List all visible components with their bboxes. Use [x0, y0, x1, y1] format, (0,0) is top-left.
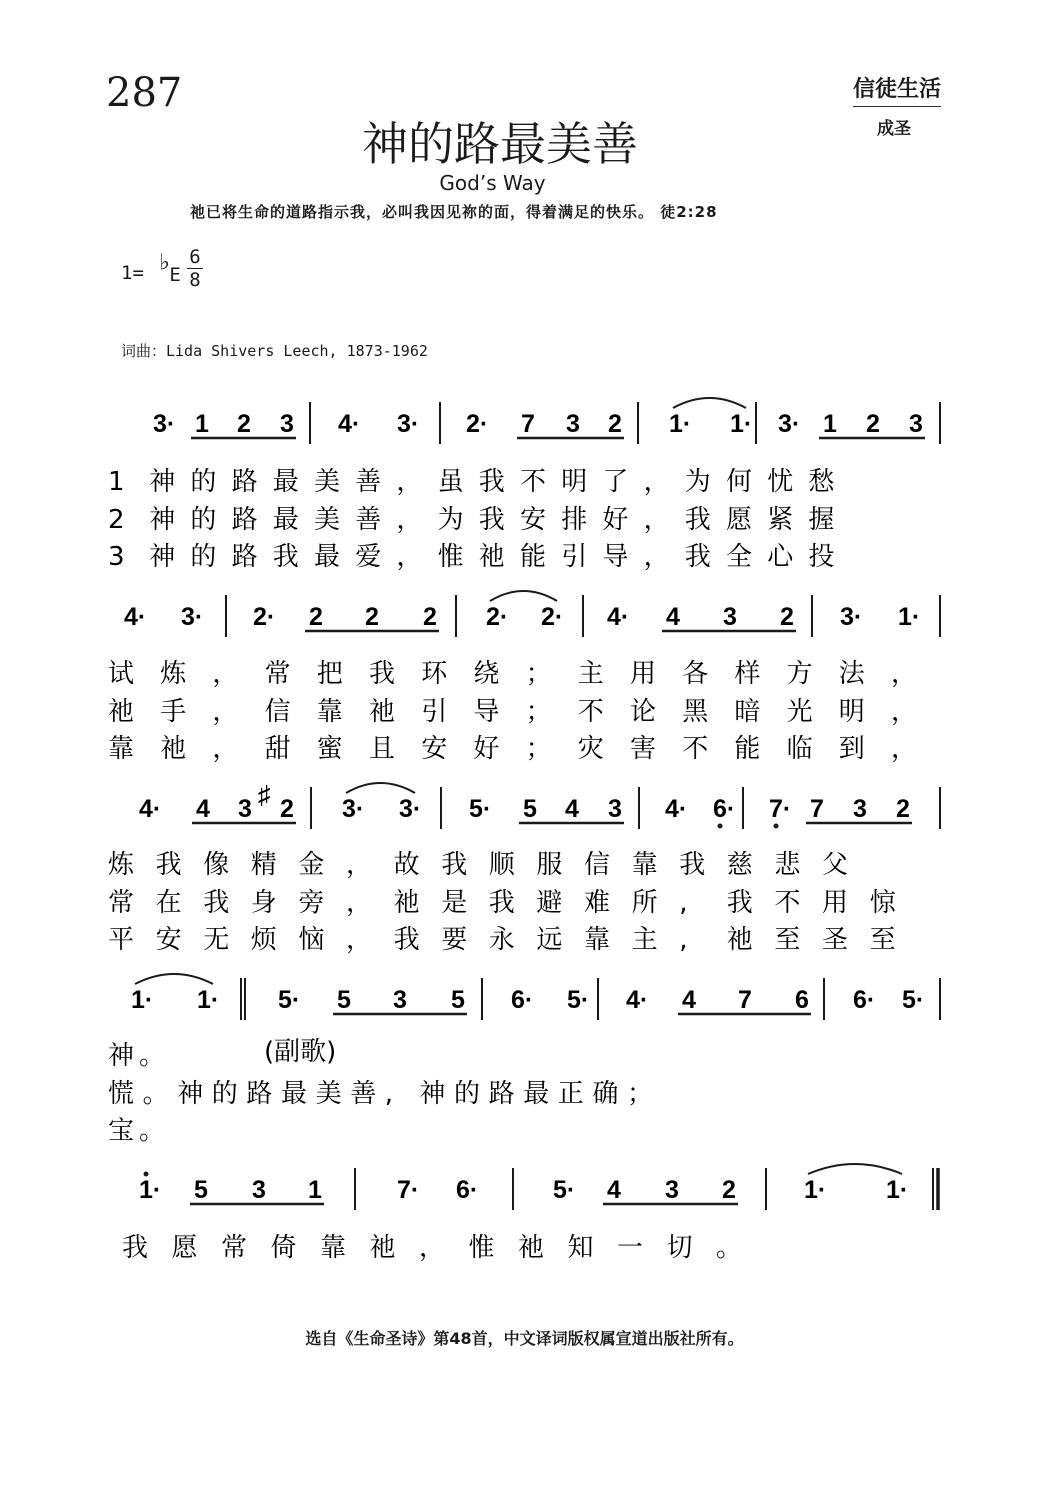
- lyric-char: 我: [441, 850, 468, 880]
- lyric-char: 常: [264, 659, 291, 689]
- note: 2·: [253, 603, 276, 631]
- lyric-char: 像: [203, 850, 230, 880]
- lyric-char: 最: [314, 542, 341, 572]
- lyric-char: 祂: [518, 1233, 545, 1263]
- lyric-char: 美: [315, 1079, 342, 1109]
- lyric-char: 导: [473, 697, 500, 727]
- lyric-char: 我: [272, 542, 299, 572]
- note: 1: [823, 410, 837, 438]
- time-bottom: 8: [189, 269, 201, 291]
- lyric-char: ，: [396, 542, 423, 572]
- copyright-footer: 选自《生命圣诗》第48首，中文译词版权属宣道出版社所有。: [305, 1329, 744, 1348]
- lyric-char: ，: [643, 505, 670, 535]
- note: 2: [608, 410, 622, 438]
- lyric-char: 常: [221, 1233, 248, 1263]
- lyric-char: 的: [190, 542, 217, 572]
- lyric-char: 身: [250, 888, 277, 918]
- lyric-char: 靠: [584, 925, 611, 955]
- lyric-char: 神: [419, 1079, 446, 1109]
- note: 2: [896, 795, 910, 823]
- lyric-char: 且: [369, 734, 396, 764]
- lyric-char: 惟: [437, 542, 464, 572]
- lyric-char: 愿: [171, 1233, 198, 1263]
- lyric-char: 主: [631, 925, 658, 955]
- lyric-char: 心: [767, 542, 794, 572]
- lyric-char: 我: [684, 542, 711, 572]
- lyric-char: 的: [190, 467, 217, 497]
- note: 4·: [607, 603, 630, 631]
- lyric-char: 我: [488, 888, 515, 918]
- lyric-char: ，: [643, 467, 670, 497]
- lyric-char: 精: [250, 850, 277, 880]
- time-top: 6: [187, 246, 203, 269]
- lyric-char: 暗: [734, 697, 761, 727]
- note: 1·: [730, 410, 753, 438]
- note: 2: [365, 603, 379, 631]
- lyric-char: ；: [525, 659, 552, 689]
- note: 5: [451, 986, 465, 1014]
- refrain-label: (副歌): [264, 1037, 337, 1067]
- lyric-char: ；: [525, 734, 552, 764]
- note: 2·: [466, 410, 489, 438]
- lyric-char: 所: [631, 888, 658, 918]
- lyric-char: 惟: [468, 1233, 495, 1263]
- octave-dot-high: [144, 1172, 149, 1177]
- lyric-char: 常: [108, 888, 135, 918]
- lyric-char: 论: [630, 697, 657, 727]
- lyric-char: 善: [355, 467, 382, 497]
- lyric-char: 到: [838, 734, 865, 764]
- note: 5·: [567, 986, 590, 1014]
- note: 7: [738, 986, 752, 1014]
- lyric-char: 祂: [369, 697, 396, 727]
- note: 4: [682, 986, 696, 1014]
- lyric-char: 我: [369, 659, 396, 689]
- lyric-char: 。: [139, 1116, 166, 1146]
- note: 7·: [397, 1176, 420, 1204]
- lyric-char: ；: [627, 1079, 654, 1109]
- note: 3·: [342, 795, 365, 823]
- lyric-char: 神: [177, 1079, 204, 1109]
- note: 2·: [486, 603, 509, 631]
- lyric-char: ，: [396, 467, 423, 497]
- note: 5: [337, 986, 351, 1014]
- lyric-char: 不: [520, 467, 547, 497]
- lyric-char: 慌: [108, 1079, 135, 1109]
- lyric-char: 样: [734, 659, 761, 689]
- lyric-char: 烦: [250, 925, 277, 955]
- note: 2: [280, 795, 294, 823]
- lyric-char: 全: [726, 542, 753, 572]
- lyric-char: 善: [350, 1079, 377, 1109]
- lyric-char: 祂: [478, 542, 505, 572]
- lyric-char: 信: [584, 850, 611, 880]
- lyric-char: 。: [142, 1079, 169, 1109]
- lyric-char: 了: [602, 467, 629, 497]
- lyric-char: 为: [437, 505, 464, 535]
- lyric-char: 。: [139, 1041, 166, 1071]
- tie-arc: [490, 591, 557, 601]
- lyric-char: 甜: [264, 734, 291, 764]
- note: 7: [521, 410, 535, 438]
- note: 3·: [778, 410, 801, 438]
- lyric-char: 圣: [822, 925, 849, 955]
- sharp-sign: ♯: [258, 781, 271, 809]
- note: 3: [238, 795, 252, 823]
- lyric-char: 我: [726, 888, 753, 918]
- lyric-char: ；: [525, 697, 552, 727]
- note: 3·: [840, 603, 863, 631]
- lyric-char: ，: [891, 734, 918, 764]
- lyric-char: 1: [108, 467, 125, 497]
- lyric-char: ，: [212, 697, 239, 727]
- note: 4·: [626, 986, 649, 1014]
- note: 3: [723, 603, 737, 631]
- lyric-char: 导: [602, 542, 629, 572]
- lyric-char: 无: [203, 925, 230, 955]
- lyric-char: 2: [108, 505, 125, 535]
- note: 7: [810, 795, 824, 823]
- lyric-char: 路: [231, 467, 258, 497]
- note: 1·: [131, 986, 154, 1014]
- note: 2: [423, 603, 437, 631]
- lyric-char: 明: [561, 467, 588, 497]
- lyric-char: 我: [478, 467, 505, 497]
- note: 2·: [541, 603, 564, 631]
- octave-dot-low: [718, 824, 723, 829]
- lyric-char: 难: [584, 888, 611, 918]
- lyric-char: 安: [421, 734, 448, 764]
- lyric-char: 炼: [108, 850, 135, 880]
- lyric-char: 我: [679, 850, 706, 880]
- lyric-char: ,: [384, 1079, 394, 1109]
- note: 5·: [469, 795, 492, 823]
- note: 3: [853, 795, 867, 823]
- subcategory-label: 成圣: [877, 119, 911, 139]
- lyric-char: ，: [212, 659, 239, 689]
- lyric-char: 美: [314, 505, 341, 535]
- lyric-char: 虽: [437, 467, 464, 497]
- lyric-char: 安: [155, 925, 182, 955]
- lyric-char: ,: [679, 888, 688, 918]
- lyric-char: ，: [346, 888, 373, 918]
- note: 7·: [769, 795, 792, 823]
- key-prefix: 1=: [121, 262, 144, 284]
- lyric-char: 是: [441, 888, 468, 918]
- tie-arc: [673, 398, 746, 408]
- lyric-char: 靠: [631, 850, 658, 880]
- lyric-char: 的: [454, 1079, 481, 1109]
- note: 5: [194, 1176, 208, 1204]
- lyric-char: 最: [272, 505, 299, 535]
- lyric-char: 美: [314, 467, 341, 497]
- note: 2: [722, 1176, 736, 1204]
- note: 1·: [898, 603, 921, 631]
- lyric-char: 在: [155, 888, 182, 918]
- lyric-char: 父: [822, 850, 849, 880]
- lyric-char: 最: [523, 1079, 550, 1109]
- lyric-char: 祂: [726, 925, 753, 955]
- lyric-char: 试: [108, 659, 135, 689]
- lyric-char: 主: [577, 659, 604, 689]
- lyric-char: ，: [212, 734, 239, 764]
- lyric-char: 靠: [320, 1233, 347, 1263]
- lyric-char: 握: [808, 505, 835, 535]
- lyric-char: 光: [786, 697, 813, 727]
- flat-sign: ♭: [157, 248, 172, 276]
- lyric-char: 金: [298, 850, 325, 880]
- lyric-char: 神: [149, 467, 176, 497]
- lyric-char: 投: [808, 542, 835, 572]
- lyric-char: 紧: [767, 505, 794, 535]
- lyric-char: 善: [355, 505, 382, 535]
- lyric-char: 不: [682, 734, 709, 764]
- lyric-char: 悲: [774, 850, 801, 880]
- lyric-char: 倚: [270, 1233, 297, 1263]
- lyric-char: 确: [592, 1079, 619, 1109]
- lyric-char: ，: [419, 1233, 446, 1263]
- note: 3: [280, 410, 294, 438]
- lyric-char: 愁: [808, 467, 835, 497]
- note: 4·: [338, 410, 361, 438]
- lyric-char: 平: [108, 925, 135, 955]
- lyric-char: 害: [630, 734, 657, 764]
- lyric-char: 避: [536, 888, 563, 918]
- lyric-char: 祂: [108, 697, 135, 727]
- note: 6·: [853, 986, 876, 1014]
- lyric-char: 能: [520, 542, 547, 572]
- note: 3·: [397, 410, 420, 438]
- lyric-char: 的: [211, 1079, 238, 1109]
- lyric-char: 路: [246, 1079, 273, 1109]
- hymn-title: 神的路最美善: [362, 117, 638, 171]
- lyric-char: 引: [421, 697, 448, 727]
- lyric-char: 祂: [369, 1233, 396, 1263]
- tie-arc: [135, 974, 213, 984]
- lyric-char: 我: [155, 850, 182, 880]
- note: 3: [393, 986, 407, 1014]
- lyric-char: 恼: [298, 925, 325, 955]
- note: 2: [309, 603, 323, 631]
- lyric-char: 绕: [473, 659, 500, 689]
- lyric-char: 不: [577, 697, 604, 727]
- lyric-char: 用: [822, 888, 849, 918]
- lyric-char: 神: [149, 505, 176, 535]
- lyric-char: 我: [478, 505, 505, 535]
- note: 4: [196, 795, 210, 823]
- note: 3: [566, 410, 580, 438]
- lyric-char: 顺: [488, 850, 515, 880]
- tie-arc: [808, 1164, 902, 1174]
- lyric-char: ,: [679, 925, 688, 955]
- note: 4·: [139, 795, 162, 823]
- lyric-char: 我: [203, 888, 230, 918]
- lyric-char: 神: [149, 542, 176, 572]
- note: 5·: [902, 986, 925, 1014]
- note: 1·: [669, 410, 692, 438]
- lyric-char: 正: [557, 1079, 584, 1109]
- note: 6·: [456, 1176, 479, 1204]
- lyric-char: 我: [122, 1233, 149, 1263]
- note: 5·: [553, 1176, 576, 1204]
- lyric-char: 灾: [577, 734, 604, 764]
- lyric-char: 忧: [767, 467, 794, 497]
- lyric-char: 愿: [726, 505, 753, 535]
- lyric-char: ，: [396, 505, 423, 535]
- note: 5: [523, 795, 537, 823]
- lyric-char: 安: [520, 505, 547, 535]
- lyric-char: 好: [473, 734, 500, 764]
- note: 1: [195, 410, 209, 438]
- lyric-char: 至: [774, 925, 801, 955]
- lyric-char: 旁: [298, 888, 325, 918]
- lyric-char: 祂: [393, 888, 420, 918]
- note: 2: [237, 410, 251, 438]
- lyric-char: 把: [316, 659, 343, 689]
- lyric-char: 的: [190, 505, 217, 535]
- lyric-char: 我: [684, 505, 711, 535]
- lyric-char: 故: [393, 850, 420, 880]
- lyric-char: 炼: [160, 659, 187, 689]
- lyric-char: 引: [561, 542, 588, 572]
- note: 3·: [181, 603, 204, 631]
- octave-dot-low: [774, 824, 779, 829]
- lyric-char: 能: [734, 734, 761, 764]
- key-note: E: [169, 264, 181, 286]
- lyric-char: 远: [536, 925, 563, 955]
- lyric-char: 最: [272, 467, 299, 497]
- lyric-char: 信: [264, 697, 291, 727]
- lyric-char: ，: [346, 925, 373, 955]
- lyric-char: 一: [617, 1233, 644, 1263]
- lyric-char: 祂: [160, 734, 187, 764]
- note: 6·: [511, 986, 534, 1014]
- lyric-char: 切: [666, 1233, 693, 1263]
- lyric-char: 手: [160, 697, 187, 727]
- lyric-char: 方: [786, 659, 813, 689]
- hymn-number: 287: [106, 70, 183, 116]
- note: 1: [308, 1176, 322, 1204]
- note: 1·: [886, 1176, 909, 1204]
- note: 4·: [124, 603, 147, 631]
- lyric-char: 法: [838, 659, 865, 689]
- lyric-char: 服: [536, 850, 563, 880]
- note: 3: [608, 795, 622, 823]
- lyric-char: 至: [869, 925, 896, 955]
- lyric-char: ，: [346, 850, 373, 880]
- lyric-char: 最: [281, 1079, 308, 1109]
- lyric-char: 各: [682, 659, 709, 689]
- note: 3: [909, 410, 923, 438]
- note: 3·: [153, 410, 176, 438]
- lyric-char: 爱: [355, 542, 382, 572]
- lyric-char: 蜜: [316, 734, 343, 764]
- note: 2: [780, 603, 794, 631]
- lyric-char: 黑: [682, 697, 709, 727]
- lyric-char: 神: [108, 1041, 135, 1071]
- lyric-char: 路: [231, 542, 258, 572]
- tie-arc: [346, 783, 415, 793]
- lyric-char: 要: [441, 925, 468, 955]
- note: 6: [795, 986, 809, 1014]
- lyric-char: 3: [108, 542, 125, 572]
- note: 6·: [713, 795, 736, 823]
- note: 1·: [804, 1176, 827, 1204]
- credit-line: 词曲：Lida Shivers Leech, 1873-1962: [121, 342, 428, 360]
- lyric-char: 用: [630, 659, 657, 689]
- note: 4: [666, 603, 680, 631]
- note: 3: [252, 1176, 266, 1204]
- lyric-char: 靠: [316, 697, 343, 727]
- scripture-verse: 祂已将生命的道路指示我，必叫我因见祢的面，得着满足的快乐。 徒2:28: [190, 203, 718, 221]
- category-label: 信徒生活: [853, 72, 941, 107]
- note: 3·: [399, 795, 422, 823]
- note: 1·: [139, 1176, 162, 1204]
- lyric-char: 。: [716, 1233, 743, 1263]
- lyric-char: 永: [488, 925, 515, 955]
- english-title: God’s Way: [439, 171, 546, 195]
- note: 4: [565, 795, 579, 823]
- note: 3: [665, 1176, 679, 1204]
- lyric-char: 临: [786, 734, 813, 764]
- lyric-char: 路: [231, 505, 258, 535]
- lyric-char: 何: [726, 467, 753, 497]
- note: 4·: [665, 795, 688, 823]
- lyric-char: 我: [393, 925, 420, 955]
- lyric-char: 慈: [726, 850, 753, 880]
- lyric-char: 惊: [869, 888, 896, 918]
- lyric-char: 靠: [108, 734, 135, 764]
- lyric-char: 不: [774, 888, 801, 918]
- lyric-char: 环: [421, 659, 448, 689]
- lyric-char: 排: [561, 505, 588, 535]
- lyric-char: ，: [891, 659, 918, 689]
- lyric-char: 为: [684, 467, 711, 497]
- lyric-char: 知: [567, 1233, 594, 1263]
- lyric-char: 好: [602, 505, 629, 535]
- note: 5·: [278, 986, 301, 1014]
- lyric-char: 宝: [108, 1116, 135, 1146]
- lyric-char: ，: [891, 697, 918, 727]
- lyric-char: ，: [643, 542, 670, 572]
- lyric-char: 明: [838, 697, 865, 727]
- note: 4: [607, 1176, 621, 1204]
- lyric-char: 路: [488, 1079, 515, 1109]
- note: 1·: [197, 986, 220, 1014]
- note: 2: [866, 410, 880, 438]
